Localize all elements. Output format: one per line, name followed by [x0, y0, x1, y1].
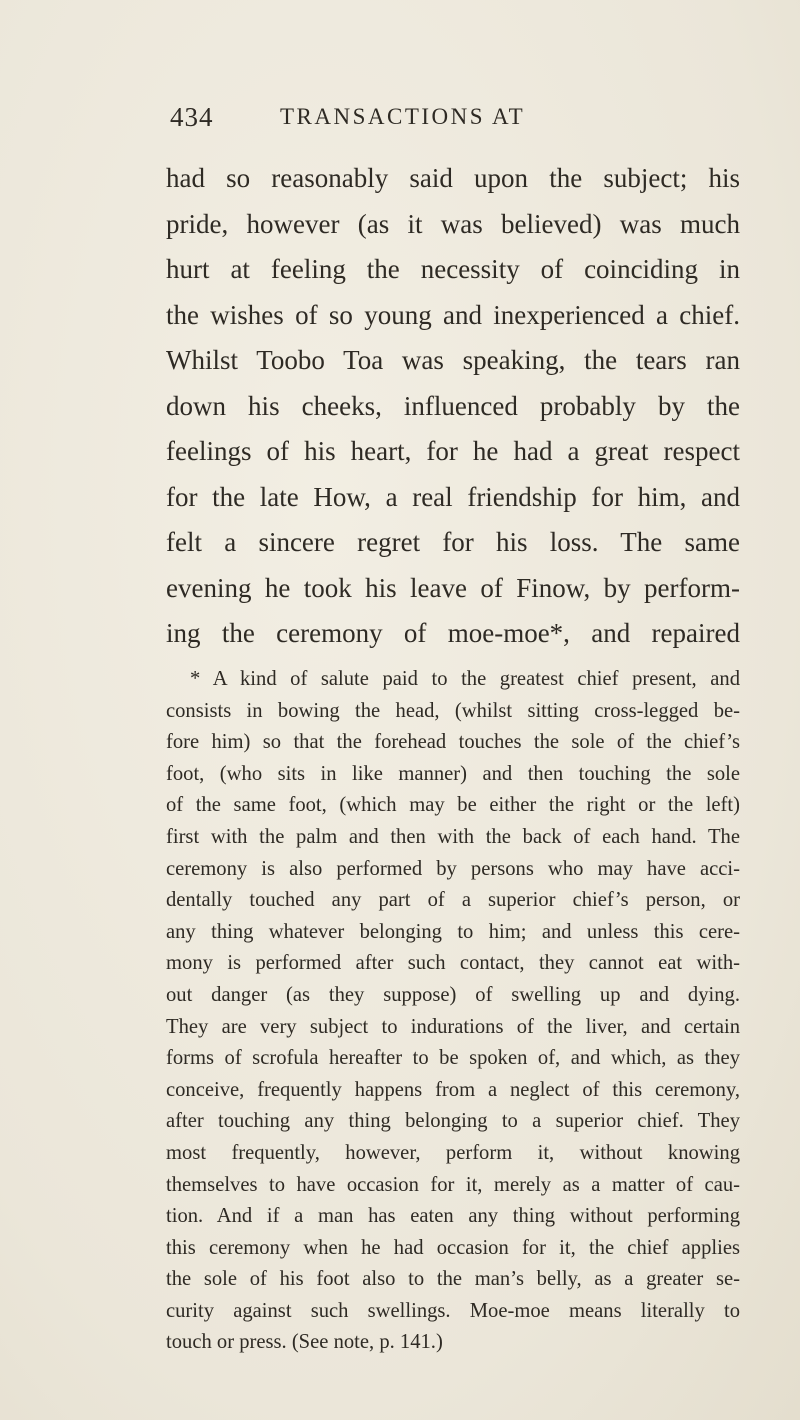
footnote-line: tion. And if a man has eaten any thing without performing: [166, 1205, 740, 1228]
text-line: Whilst Toobo Toa was speaking, the tears ran: [166, 345, 740, 375]
footnote-line: themselves to have occasion for it, merely as a matter of cau-: [166, 1173, 740, 1196]
footnote-line: curity against such swellings. Moe-moe means literally to: [166, 1299, 740, 1322]
footnote-line: They are very subject to indurations of the liver, and certain: [166, 1015, 740, 1038]
footnote-line: ceremony is also performed by persons who may have acci-: [166, 857, 740, 880]
text-line: ing the ceremony of moe-moe*, and repaired: [166, 618, 740, 648]
footnote-line: consists in bowing the head, (whilst sitting cross-legged be-: [166, 699, 740, 722]
footnote-line: any thing whatever belonging to him; and unless this cere-: [166, 920, 740, 943]
text-line: pride, however (as it was believed) was much: [166, 208, 740, 239]
footnote-line: out danger (as they suppose) of swelling up and dying.: [166, 983, 740, 1006]
text-line: down his cheeks, influenced probably by the: [166, 390, 740, 421]
footnote-line: fore him) so that the forehead touches the sole of the chief’s: [166, 731, 740, 754]
footnote-line: this ceremony when he had occasion for it, the chief applies: [166, 1236, 740, 1259]
footnote: [166, 664, 740, 1359]
main-text: [166, 156, 740, 657]
text-line: for the late How, a real friendship for him, and: [166, 481, 740, 512]
footnote-line: touch or press. (See note, p. 141.): [166, 1331, 443, 1354]
footnote-line: after touching any thing belonging to a superior chief. They: [166, 1110, 740, 1133]
text-line: the wishes of so young and inexperienced a chief.: [166, 299, 740, 330]
page-number: 434: [170, 102, 214, 132]
text-line: felt a sincere regret for his loss. The same: [166, 527, 740, 557]
text-line: hurt at feeling the necessity of coinciding in: [166, 254, 740, 284]
running-head: [170, 102, 740, 142]
footnote-line: of the same foot, (which may be either the right or the left): [166, 794, 740, 817]
text-line: evening he took his leave of Finow, by perform-: [166, 572, 740, 603]
footnote-line: the sole of his foot also to the man’s belly, as a greater se-: [166, 1268, 740, 1291]
footnote-line: conceive, frequently happens from a neglect of this ceremony,: [166, 1078, 740, 1101]
footnote-line: * A kind of salute paid to the greatest chief present, and: [190, 668, 740, 690]
footnote-line: foot, (who sits in like manner) and then touching the sole: [166, 762, 740, 785]
text-line: had so reasonably said upon the subject; his: [166, 163, 740, 193]
footnote-line: first with the palm and then with the back of each hand. The: [166, 825, 740, 848]
footnote-line: most frequently, however, perform it, without knowing: [166, 1141, 740, 1164]
footnote-line: forms of scrofula hereafter to be spoken of, and which, as they: [166, 1047, 740, 1070]
running-title: TRANSACTIONS AT: [280, 104, 526, 129]
footnote-line: mony is performed after such contact, they cannot eat with-: [166, 952, 740, 975]
footnote-line: dentally touched any part of a superior chief’s person, or: [166, 889, 740, 912]
text-line: feelings of his heart, for he had a great respect: [166, 436, 740, 466]
